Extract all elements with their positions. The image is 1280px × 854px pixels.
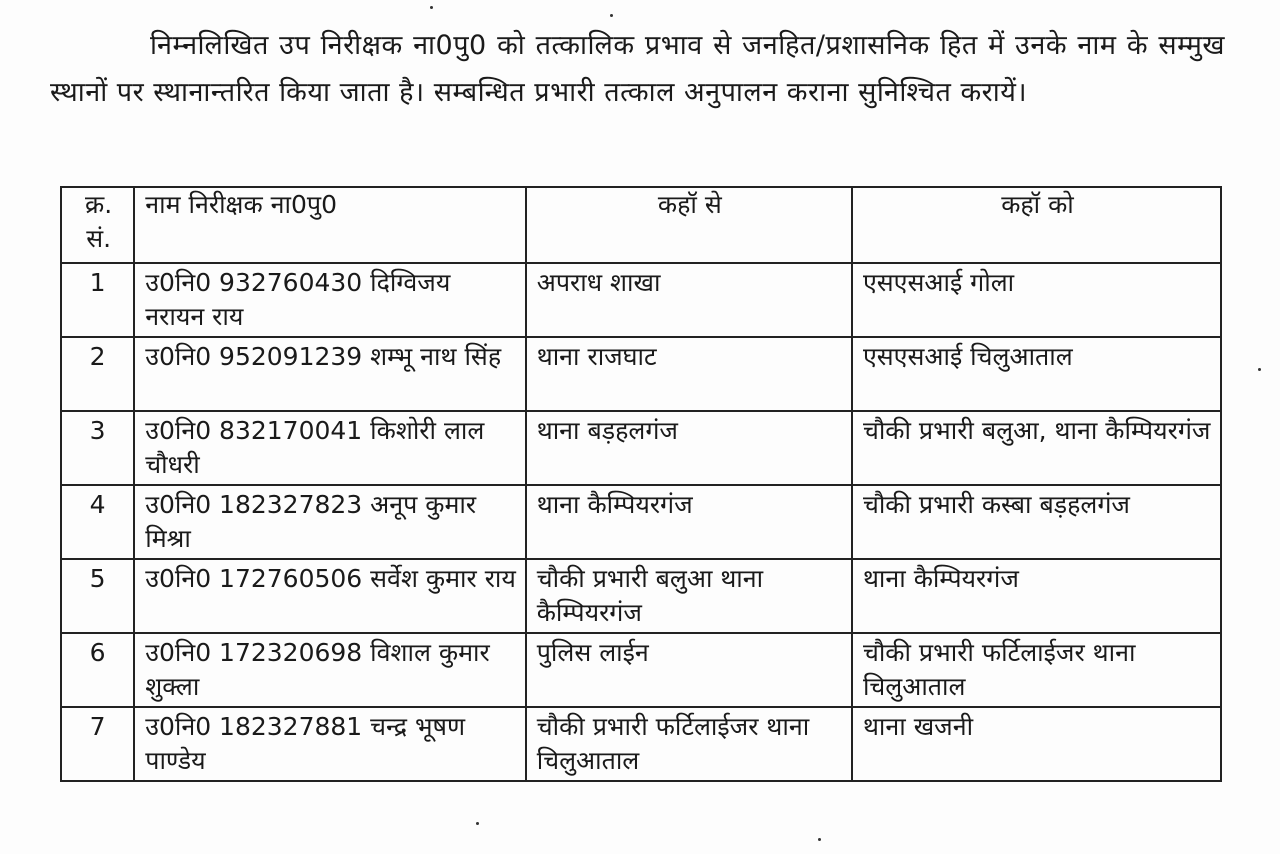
row-to: चौकी प्रभारी कस्बा बड़हलगंज	[852, 485, 1221, 559]
table-row	[61, 411, 1221, 485]
row-from: चौकी प्रभारी फर्टिलाईजर थाना चिलुआताल	[526, 707, 852, 781]
scan-speck	[430, 6, 433, 9]
row-inspector-name: उ0नि0 172320698 विशाल कुमार शुक्ला	[134, 633, 525, 707]
table-header-row	[61, 187, 1221, 263]
row-from: थाना कैम्पियरगंज	[526, 485, 852, 559]
row-serial-number: 2	[61, 337, 134, 411]
row-to: थाना खजनी	[852, 707, 1221, 781]
intro-paragraph	[50, 22, 1225, 116]
table-row	[61, 559, 1221, 633]
intro-text: निम्नलिखित उप निरीक्षक ना0पु0 को तत्कालिक प्रभाव से जनहित/प्रशासनिक हित में उनके नाम के सम्मुख स्थानों पर स्थानान्तरित किया जाता है। सम्बन्धित प्रभारी तत्काल अनुपालन कराना सुनिश्चित करायें।	[50, 30, 1225, 108]
row-serial-number: 1	[61, 263, 134, 337]
row-to: चौकी प्रभारी बलुआ, थाना कैम्पियरगंज	[852, 411, 1221, 485]
row-serial-number: 3	[61, 411, 134, 485]
row-from: अपराध शाखा	[526, 263, 852, 337]
scan-speck	[610, 14, 613, 17]
row-to: एसएसआई गोला	[852, 263, 1221, 337]
row-to: एसएसआई चिलुआताल	[852, 337, 1221, 411]
row-to: थाना कैम्पियरगंज	[852, 559, 1221, 633]
row-serial-number: 4	[61, 485, 134, 559]
row-serial-number: 6	[61, 633, 134, 707]
row-inspector-name: उ0नि0 182327881 चन्द्र भूषण पाण्डेय	[134, 707, 525, 781]
scan-speck	[476, 822, 479, 825]
header-from: कहॉ से	[526, 187, 852, 263]
row-inspector-name: उ0नि0 832170041 किशोरी लाल चौधरी	[134, 411, 525, 485]
row-from: पुलिस लाईन	[526, 633, 852, 707]
header-inspector-name: नाम निरीक्षक ना0पु0	[134, 187, 525, 263]
row-from: चौकी प्रभारी बलुआ थाना कैम्पियरगंज	[526, 559, 852, 633]
header-to: कहॉ को	[852, 187, 1221, 263]
row-from: थाना राजघाट	[526, 337, 852, 411]
row-inspector-name: उ0नि0 172760506 सर्वेश कुमार राय	[134, 559, 525, 633]
row-inspector-name: उ0नि0 182327823 अनूप कुमार मिश्रा	[134, 485, 525, 559]
row-serial-number: 5	[61, 559, 134, 633]
table-row	[61, 263, 1221, 337]
row-serial-number: 7	[61, 707, 134, 781]
header-serial-number: क्र. सं.	[61, 187, 134, 263]
table-row	[61, 337, 1221, 411]
table-row	[61, 485, 1221, 559]
scan-speck	[1258, 368, 1261, 371]
row-inspector-name: उ0नि0 952091239 शम्भू नाथ सिंह	[134, 337, 525, 411]
row-to: चौकी प्रभारी फर्टिलाईजर थाना चिलुआताल	[852, 633, 1221, 707]
row-inspector-name: उ0नि0 932760430 दिग्विजय नरायन राय	[134, 263, 525, 337]
table-row	[61, 633, 1221, 707]
transfer-table	[60, 186, 1222, 782]
row-from: थाना बड़हलगंज	[526, 411, 852, 485]
scan-speck	[818, 838, 821, 841]
table-row	[61, 707, 1221, 781]
